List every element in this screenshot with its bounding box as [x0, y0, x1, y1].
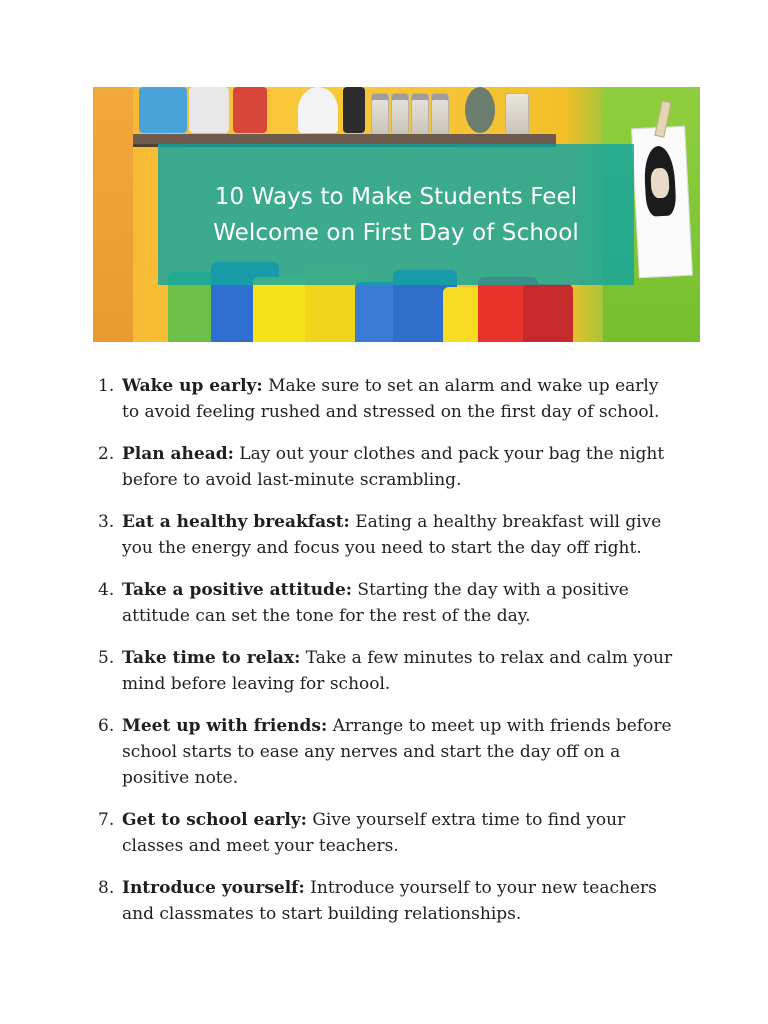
- hanging-bag: [523, 284, 573, 342]
- list-item: [98, 875, 678, 927]
- list-item-text: Make sure to set an alarm and wake up early to avoid feeling rushed and stressed on the first day of school.: [122, 376, 660, 422]
- shelf-jar: [391, 93, 409, 135]
- list-item: [98, 373, 678, 425]
- shelf: [133, 134, 556, 144]
- banner-title-line-2: Welcome on First Day of School: [213, 219, 579, 246]
- list-item: [98, 807, 678, 859]
- banner-title-line-1: 10 Ways to Make Students Feel: [214, 183, 578, 210]
- list-item-title: Get to school early:: [122, 810, 307, 830]
- shelf-jar: [371, 93, 389, 135]
- shelf-box: [189, 87, 229, 133]
- list-number: 8.: [98, 878, 115, 898]
- list-item-title: Take a positive attitude:: [122, 580, 353, 600]
- list-item-body: [122, 645, 678, 697]
- list-item: [98, 509, 678, 561]
- list-item-body: [122, 807, 678, 859]
- list-number: 5.: [98, 648, 115, 668]
- list-item-body: [122, 441, 678, 493]
- shelf-bottle: [343, 87, 365, 133]
- shelf-jar: [505, 93, 529, 135]
- list-number: 3.: [98, 512, 115, 532]
- list-item-body: [122, 509, 678, 561]
- list-item-body: [122, 577, 678, 629]
- list-item-text: Arrange to meet up with friends before school starts to ease any nerves and start the day off on a positive note.: [122, 716, 672, 788]
- list-item: [98, 645, 678, 697]
- tips-list: [98, 373, 678, 943]
- list-item-title: Take time to relax:: [122, 648, 301, 668]
- banner-wall-orange: [93, 87, 133, 342]
- shelf-bowl: [298, 87, 338, 133]
- list-item: [98, 577, 678, 629]
- list-number: 1.: [98, 376, 115, 396]
- list-item-title: Wake up early:: [122, 376, 263, 396]
- list-item-text: Take a few minutes to relax and calm your mind before leaving for school.: [122, 648, 673, 694]
- list-item-body: [122, 713, 678, 791]
- list-item-text: Starting the day with a positive attitude can set the tone for the rest of the day.: [122, 580, 629, 626]
- list-item-title: Introduce yourself:: [122, 878, 305, 898]
- list-item-title: Eat a healthy breakfast:: [122, 512, 350, 532]
- hanging-bag: [253, 277, 311, 342]
- list-number: 2.: [98, 444, 115, 464]
- list-item-title: Meet up with friends:: [122, 716, 328, 736]
- list-item-text: Give yourself extra time to find your classes and meet your teachers.: [122, 810, 626, 856]
- shelf-container: [233, 87, 267, 133]
- shelf-jar: [411, 93, 429, 135]
- list-item-text: Eating a healthy breakfast will give you the energy and focus you need to start the day off right.: [122, 512, 662, 558]
- list-item: [98, 713, 678, 791]
- list-item-text: Introduce yourself to your new teachers and classmates to start building relationships.: [122, 878, 657, 924]
- list-item-title: Plan ahead:: [122, 444, 234, 464]
- shelf-clock: [465, 87, 495, 133]
- list-number: 6.: [98, 716, 115, 736]
- list-item-body: [122, 373, 678, 425]
- list-item: [98, 441, 678, 493]
- shelf-bucket: [139, 87, 187, 133]
- banner-image: [93, 87, 700, 342]
- child-drawing: [631, 126, 693, 279]
- shelf-jar: [431, 93, 449, 135]
- list-number: 4.: [98, 580, 115, 600]
- banner-title-box: [158, 144, 634, 285]
- list-number: 7.: [98, 810, 115, 830]
- list-item-body: [122, 875, 678, 927]
- list-item-text: Lay out your clothes and pack your bag the night before to avoid last-minute scrambling.: [122, 444, 665, 490]
